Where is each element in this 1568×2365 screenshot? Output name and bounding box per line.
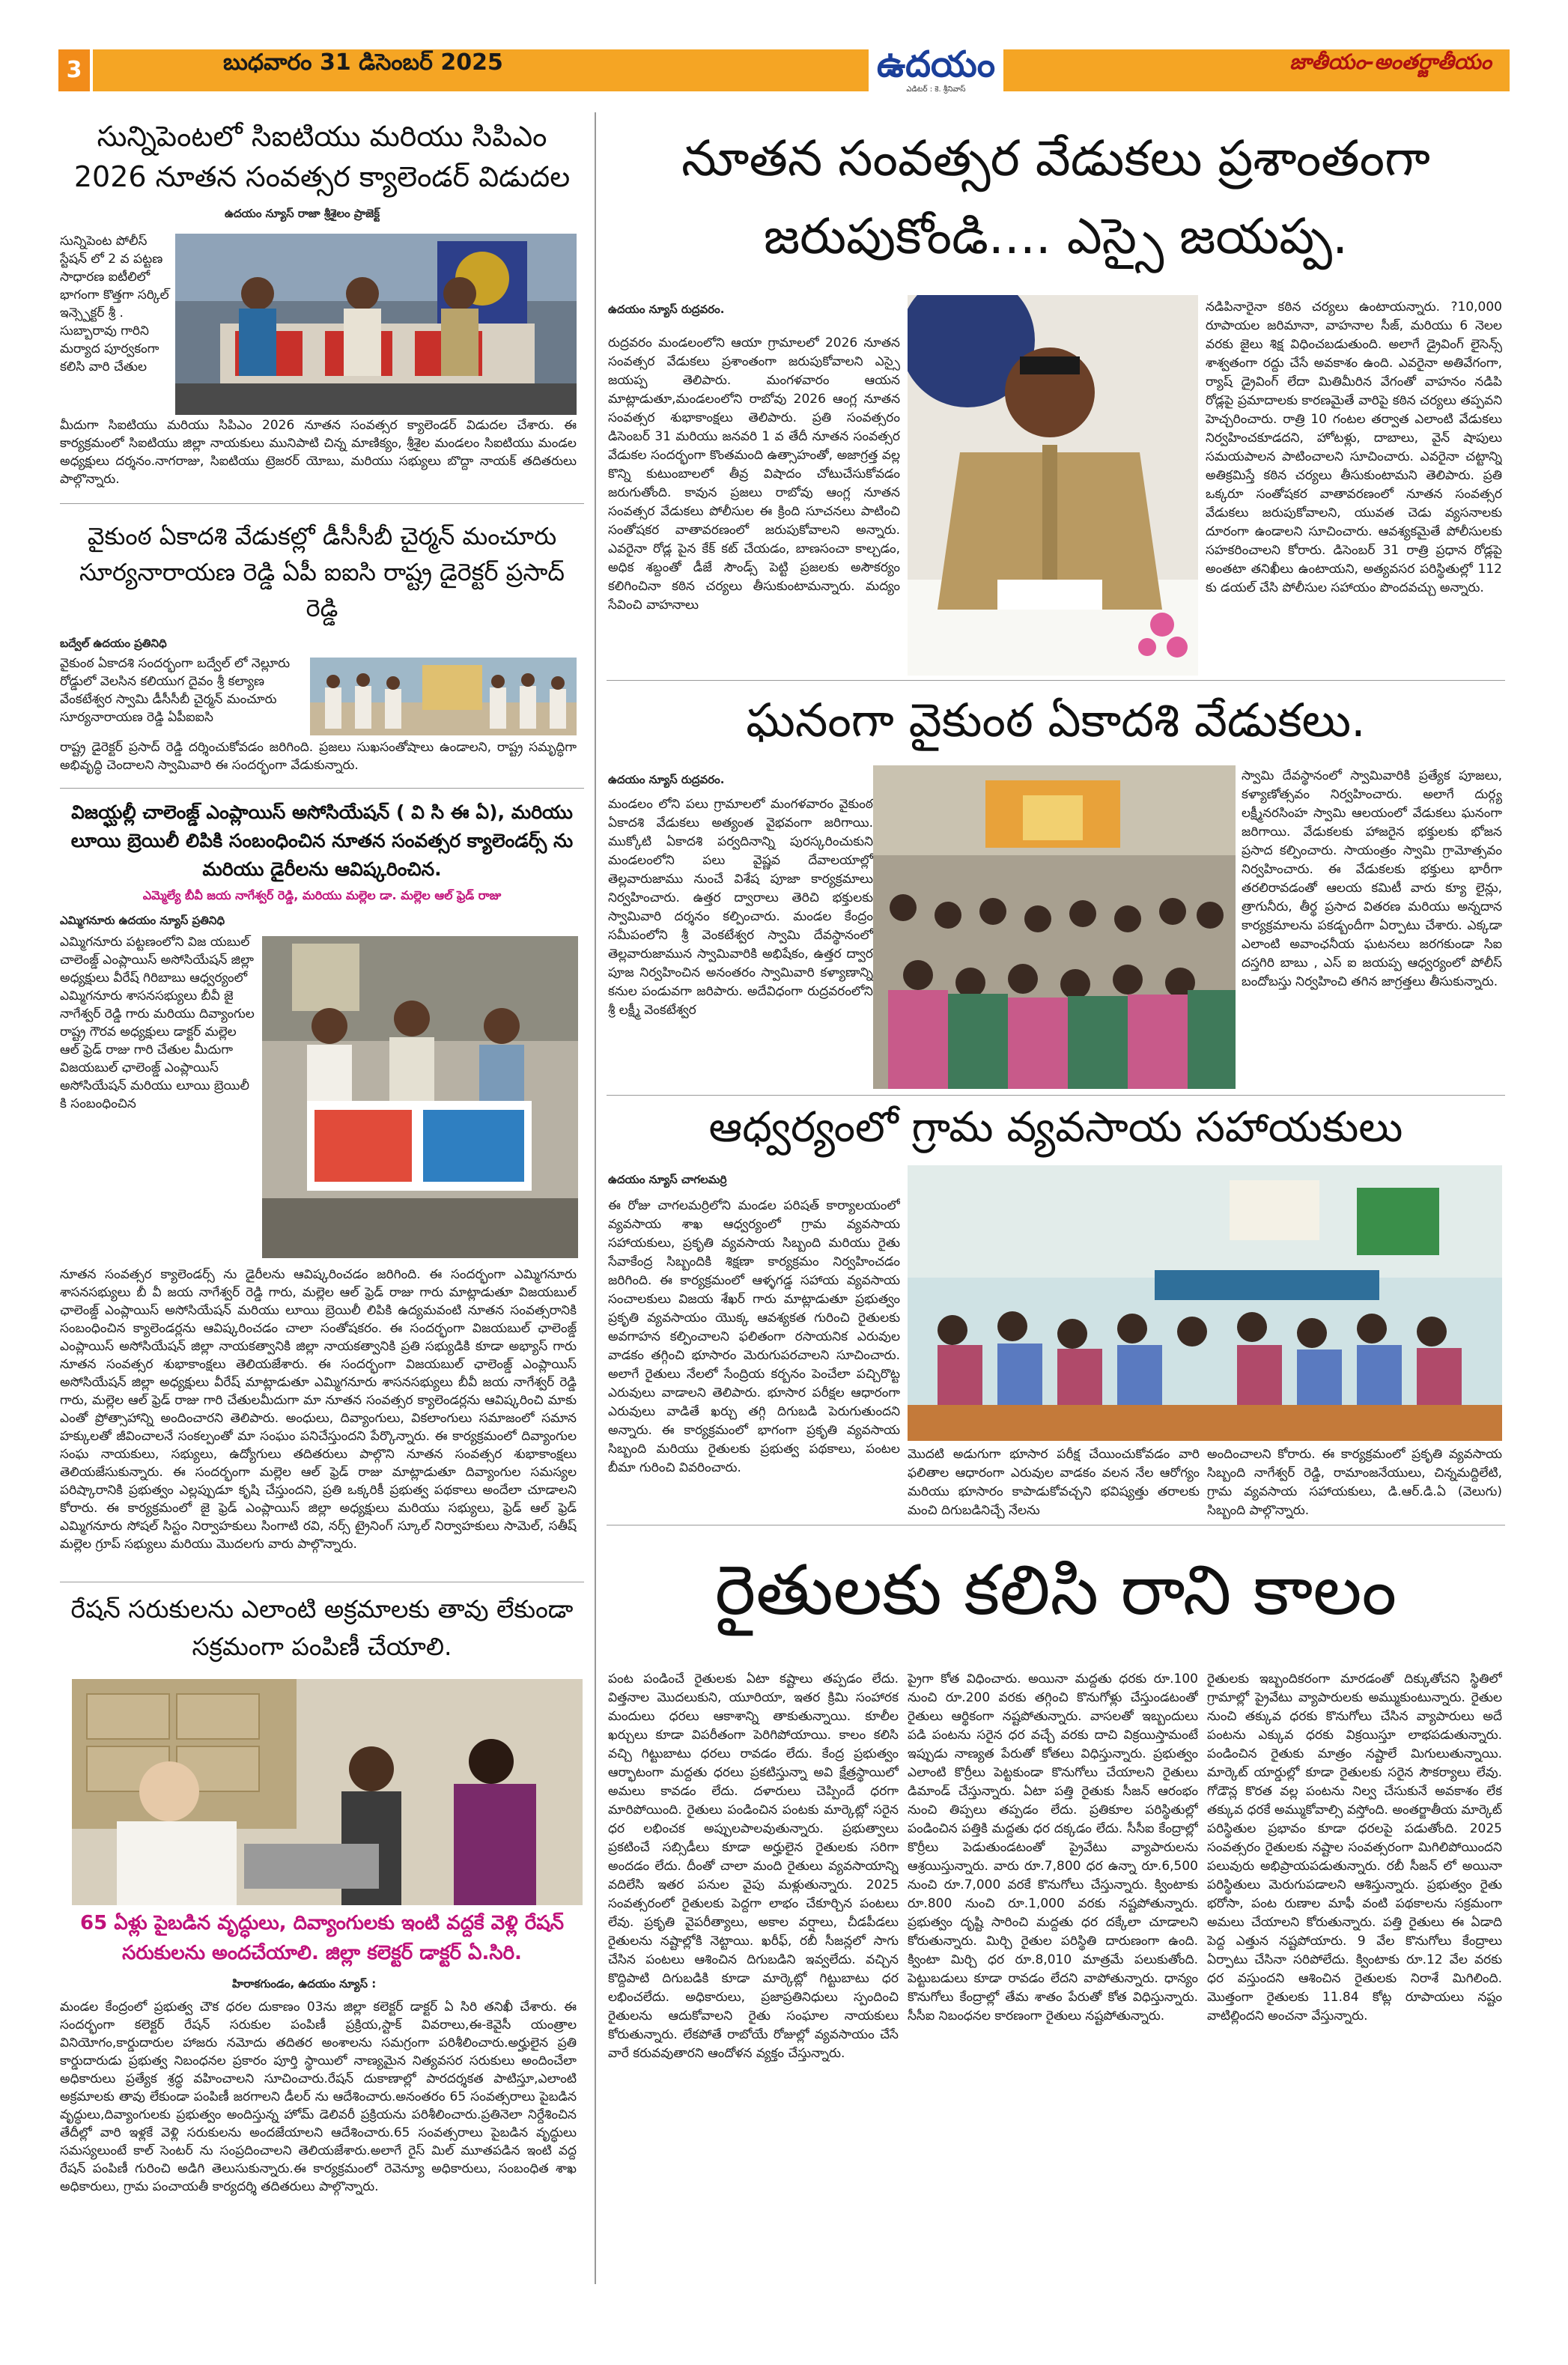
photo-ration-shop-inspection	[72, 1679, 583, 1905]
story-body: నూతన సంవత్సర క్యాలెండర్స్ ను డైరీలను ఆవిష్కరించడం జరిగింది. ఈ సందర్భంగా ఎమ్మిగనూరు శాసనసభ్యులు బీ వీ జయ నాగేశ్వర్ రెడ్డి గారు, మల్లెల ఆల్ ఫ్రెడ్ రాజు గారు మాట్లాడుతూ విజయబుల్ ఛాలెంజ్డ్ ఎంప్లాయిస్ అసోసియేషన్ మరియు లూయి బ్రెయిలీ లిపికి ఉద్యమవంటి నూతన సంవత్సరానికి సంబంధించిన క్యాలెండర్లను ఆవిష్కరించడం చాలా సంతోషకరం. ఈ సందర్భంగా విజయబుల్ ఛాలెంజ్డ్ ఎంప్లాయిస్ అసోసియేషన్ జిల్లా నాయకత్వానికి జిల్లా నాయకత్వానికి ప్రతి సభ్యుడికి కూడా అభ్యాస్ గారు నూతన సంవత్సర శుభాకాంక్షలు తెలియజేశారు. ఈ సందర్భంగా విజయబుల్ ఛాలెంజ్డ్ ఎంప్లాయిస్ అసోసియేషన్ జిల్లా అధ్యక్షులు వీరేష్ మాట్లాడుతూ ఎమ్మిగనూరు శాసనసభ్యులు బీవీ జయ నాగేశ్వర్ రెడ్డి గారు, మల్లెల ఆల్ ఫ్రెడ్ రాజు గారి చేతులమీదుగా మా నూతన సంవత్సర క్యాలెండర్లను ఆవిష్కరించి మాకు ఎంతో ప్రోత్సాహాన్ని అందించారని తెలిపారు. అంధులు, దివ్యాంగులు, వికలాంగులు సమాజంలో సమాన హక్కులతో జీవించాలనే సంకల్పంతో మా సంఘం పనిచేస్తుందని పేర్కొన్నారు. ఈ కార్యక్రమంలో దివ్యాంగుల సంఘ నాయకులు, సభ్యులు, ఉద్యోగులు తదితరులు పాల్గొని నూతన సంవత్సర శుభాకాంక్షలు తెలియజేసుకున్నారు. ఈ సందర్భంగా మల్లెల ఆల్ ఫ్రెడ్ రాజు మాట్లాడుతూ దివ్యాంగుల సమస్యల పరిష్కారానికి ప్రభుత్వం ఎల్లప్పుడూ కృషి చేస్తుందని, ప్రతి ఒక్కరికీ ప్రభుత్వ పథకాలు అందేలా చూడాలని కోరారు. ఈ కార్యక్రమంలో జై ఫ్రెడ్ ఎంప్లాయిస్ జిల్లా అధ్యక్షులు మరియు సభ్యులు, ఫ్రెడ్ ఆల్ ఫ్రెడ్ ఎమ్మిగనూరు సోషల్ సిస్టం నిర్వాహకులు సింగాటి రవి, నర్స్ ట్రైనింగ్ స్కూల్ నిర్వాహకులు సామెల్, సతీష్ మల్లెల గ్రూప్ సభ్యులు మరియు మొదలగు వారు పాల్గొన్నారు.	[60, 1267, 577, 1552]
story-subheadline: ఎమ్మెల్యే బీవీ జయ నాగేశ్వర్ రెడ్డి, మరియు మల్లెల డా. మల్లెల ఆల్ ఫ్రెడ్ రాజు	[142, 888, 502, 902]
headline-citu-calendar: సున్నిపెంటలో సిఐటియు మరియు సిపిఎం 2026 నూతన సంవత్సర క్యాలెండర్ విడుదల	[73, 120, 571, 193]
story-column-1: పంట పండించే రైతులకు ఏటా కష్టాలు తప్పడం లేదు. విత్తనాల మొదలుకుని, యూరియా, ఇతర క్రిమి సంహారక మందులు ధరలు ఆకాశాన్ని తాకుతున్నాయి. కూలీల ఖర్చులు కూడా విపరీతంగా పెరిగిపోయాయి. కాలం కలిసి వచ్చి గిట్టుబాటు ధరలు రావడం లేదు. కేంద్ర ప్రభుత్వం ఆర్భాటంగా మద్దతు ధరలు ప్రకటిస్తున్నా అవి క్షేత్రస్థాయిలో అమలు కావడం లేదు. దళారులు చెప్పిందే ధరగా మారిపోయింది. రైతులు పండించిన పంటకు మార్కెట్లో సరైన ధర లభించక అప్పులపాలవుతున్నారు. ప్రభుత్వాలు ప్రకటించే సబ్సిడీలు కూడా అర్హులైన రైతులకు సరిగా అందడం లేదు. దీంతో చాలా మంది రైతులు వ్యవసాయాన్ని వదిలేసి ఇతర పనుల వైపు మళ్లుతున్నారు. 2025 సంవత్సరంలో రైతులకు పెద్దగా లాభం చేకూర్చిన పంటలు లేవు. ప్రకృతి వైపరీత్యాలు, అకాల వర్షాలు, చీడపీడలు రైతులను నష్టాల్లోకి నెట్టాయి. ఖరీఫ్, రబీ సీజన్లలో సాగు చేసిన పంటలు ఆశించిన దిగుబడిని ఇవ్వలేదు. వచ్చిన కొద్దిపాటి దిగుబడికి కూడా మార్కెట్లో గిట్టుబాటు ధర లభించలేదు. అధికారులు, ప్రజాప్రతినిధులు స్పందించి రైతులను ఆదుకోవాలని రైతు సంఘాల నాయకులు కోరుతున్నారు. లేకపోతే రాబోయే రోజుల్లో వ్యవసాయం చేసే వారే కరువవుతారని ఆందోళన వ్యక్తం చేస్తున్నారు.	[608, 1672, 899, 2061]
story-side-text: వైకుంఠ ఏకాదశి సందర్భంగా బద్వేల్ లో నెల్లూరు రోడ్డులో వెలసిన కలియుగ దైవం శ్రీ కల్యాణ వేంకటేశ్వర స్వామి డీసీసీబీ చైర్మన్ మంచూరు సూర్యనారాయణ రెడ్డి ఏపీఐఐసి	[60, 656, 291, 725]
photo-si-jayappa	[908, 295, 1198, 676]
byline: ఉదయం న్యూస్ రుద్రవరం.	[608, 303, 725, 316]
story-column-2: నడిపినారైనా కఠిన చర్యలు ఉంటాయన్నారు. ?10,000 రూపాయల జరిమానా, వాహనాల సీజ్, మరియు 6 నెలల వరకు జైలు శిక్ష విధించబడుతుంది. అలాగే డ్రైవింగ్ లైసెన్స్ శాశ్వతంగా రద్దు చేసే అవకాశం ఉంది. ఎవరైనా అతివేగంగా, ర్యాష్ డ్రైవింగ్ లేదా మితిమీరిన వేగంతో వాహనం నడిపి రోడ్లపై ప్రమాదాలకు కారణమైతే వారిపై కఠిన చర్యలు తప్పవని హెచ్చరించారు. రాత్రి 10 గంటల తర్వాత ఎలాంటి వేడుకలు నిర్వహించకూడదని, హోటళ్లు, దాబాలు, వైన్ షాపులు సమయపాలన పాటించాలని సూచించారు. ఎవరైనా చట్టాన్ని అతిక్రమిస్తే కఠిన చర్యలు తీసుకుంటామని తెలిపారు. ప్రతి ఒక్కరూ సంతోషకర వాతావరణంలో నూతన సంవత్సర వేడుకలు జరుపుకోవాలని, యువత చెడు వ్యసనాలకు దూరంగా ఉండాలని సూచించారు. ఆవశ్యకమైతే పోలీసులకు సహకరించాలని కోరారు. డిసెంబర్ 31 రాత్రి ప్రధాన రోడ్లపై అంతటా తనిఖీలు ఉంటాయని, అత్యవసర పరిస్థితుల్లో 112 కు డయల్ చేసి పోలీసుల సహాయం పొందవచ్చు అన్నారు.	[1206, 300, 1502, 595]
headline-farmers-bad-season: రైతులకు కలిసి రాని కాలం	[714, 1550, 1397, 1630]
story-column-3: రైతులకు ఇబ్బందికరంగా మారడంతో దిక్కుతోచని స్థితిలో గ్రామాల్లో ప్రైవేటు వ్యాపారులకు అమ్ముకుంటున్నారు. రైతుల నుంచి తక్కువ ధరకు కొనుగోలు చేసిన వ్యాపారులు అదే పంటను ఎక్కువ ధరకు విక్రయిస్తూ లాభపడుతున్నారు. పండించిన రైతుకు మాత్రం నష్టాలే మిగులుతున్నాయి. మార్కెట్ యార్డుల్లో కూడా రైతులకు సరైన సౌకర్యాలు లేవు. గోడౌన్ల కొరత వల్ల పంటను నిల్వ చేసుకునే అవకాశం లేక తక్కువ ధరకే అమ్ముకోవాల్సి వస్తోంది. అంతర్జాతీయ మార్కెట్ పరిస్థితుల ప్రభావం కూడా ధరలపై పడుతోంది. 2025 సంవత్సరం రైతులకు నష్టాల సంవత్సరంగా మిగిలిపోయిందని పలువురు అభిప్రాయపడుతున్నారు. రబీ సీజన్ లో అయినా పరిస్థితులు మెరుగుపడాలని ఆశిస్తున్నారు. ప్రభుత్వం రైతు భరోసా, పంట రుణాల మాఫీ వంటి పథకాలను సక్రమంగా అమలు చేయాలని కోరుతున్నారు. పత్తి రైతులు ఈ ఏడాది పెద్ద ఎత్తున నష్టపోయారు. 9 వేల కొనుగోలు కేంద్రాలు ఏర్పాటు చేసినా సరిపోలేదు. క్వింటాకు రూ.12 వేల వరకు ధర వస్తుందని ఆశించిన రైతులకు నిరాశే మిగిలింది. మొత్తంగా రైతులకు 11.84 కోట్ల రూపాయలు నష్టం వాటిల్లిందని అంచనా వేస్తున్నారు.	[1207, 1672, 1502, 2024]
photo-temple-gathering	[873, 765, 1236, 1089]
story-column-2: మొదటి అడుగుగా భూసార పరీక్ష చేయించుకోవడం వారి ఫలితాల ఆధారంగా ఎరువుల వాడకం వలన నేల ఆరోగ్యం మరియు భూసారం కాపాడుకోవచ్చని భవిష్యత్తు తరాలకు మంచి దిగుబడినిచ్చే నేలను	[908, 1447, 1200, 1518]
story-column-1: రుద్రవరం మండలంలోని ఆయా గ్రామాలలో 2026 నూతన సంవత్సర వేడుకలు ప్రశాంతంగా జరుపుకోవాలని ఎస్సై జయప్ప తెలిపారు. మంగళవారం ఆయన మాట్లాడుతూ,మండలంలోని రాబోవు 2026 ఆంగ్ల నూతన సంవత్సర శుభాకాంక్షలు తెలిపారు. ప్రతి సంవత్సరం డిసెంబర్ 31 మరియు జనవరి 1 వ తేదీ నూతన సంవత్సర వేడుకల సందర్భంగా కొంతమంది ఉత్సాహంతో, అజాగ్రత్త వల్ల కొన్ని కుటుంబాలలో తీవ్ర విషాదం చోటుచేసుకోవడం జరుగుతోంది. కావున ప్రజలు రాబోవు ఆంగ్ల నూతన సంవత్సర వేడుకలు పోలీసుల ఈ క్రింది సూచనలు పాటించి సంతోషకర వాతావరణంలో జరుపుకోవాలని అన్నారు. ఎవరైనా రోడ్ల పైన కేక్ కట్ చేయడం, బాణసంచా కాల్చడం, అధిక శబ్దంతో డీజే సౌండ్స్ పెట్టి ప్రజలకు అసౌకర్యం కలిగించినా కఠిన చర్యలు తీసుకుంటామన్నారు. మద్యం సేవించి వాహనాలు	[608, 336, 900, 613]
photo-calendar-release	[175, 234, 577, 415]
page-number: 3	[58, 49, 90, 91]
story-body: మీదుగా సిఐటియు మరియు సిపిఎం 2026 నూతన సంవత్సర క్యాలెండర్ విడుదల చేశారు. ఈ కార్యక్రమంలో సిఐటియు జిల్లా నాయకులు మునిపాటి చిన్న మాణిక్యం, శ్రీశైల మండలం సిఐటియు మండల అధ్యక్షులు దర్శనం.నాగరాజు, సిఐటియు ట్రెజరర్ యోబు, మరియు సభ్యులు బొద్దా నాయక్ తదితరులు పాల్గొన్నారు.	[60, 418, 577, 487]
column-divider	[595, 112, 596, 2284]
headline-vcea-calendar: విజయ్ఘల్లీ చాలెంజ్డ్ ఎంప్లాయిస్ అసోసియేషన్ ( వి సి ఈ ఏ), మరియు లూయి బ్రెయిలీ లిపికి సంబంధించిన నూతన సంవత్సర క్యాలెండర్స్ ను మరియు డైరీలను ఆవిష్కరించిన.	[70, 801, 574, 880]
headline-ration-distribution: రేషన్ సరుకులను ఎలాంటి అక్రమాలకు తావు లేకుండా సక్రమంగా పంపిణీ చేయాలి.	[70, 1594, 574, 1661]
photo-calendar-release-vcea	[262, 936, 578, 1258]
headline-vaikunta-ekadasi-badvel: వైకుంఠ ఏకాదశి వేడుకల్లో డీసీసీబీ చైర్మన్ మంచూరు సూర్యనారాయణ రెడ్డి ఏపీ ఐఐసి రాష్ట్ర డైరెక్టర్ ప్రసాద్ రెడ్డి	[79, 522, 565, 622]
byline: ఉదయం న్యూస్ చాగలమర్రి	[608, 1173, 727, 1186]
photo-temple-visit	[310, 658, 577, 735]
photo-agri-training	[908, 1165, 1502, 1441]
masthead-bar-left	[93, 49, 869, 91]
issue-date: బుధవారం 31 డిసెంబర్ 2025	[223, 49, 503, 76]
story-side-text: ఎమ్మిగనూరు పట్టణంలోని విజ యబుల్ చాలెంజ్డ్ ఎంప్లాయిస్ అసోసియేషన్ జిల్లా అధ్యక్షులు వీరేష్ గిరిబాబు ఆధ్వర్యంలో ఎమ్మిగనూరు శాసనసభ్యులు బీవీ జై నాగేశ్వర్ రెడ్డి గారు మరియు దివ్యాంగుల రాష్ట్ర గౌరవ అధ్యక్షులు డాక్టర్ మల్లెల ఆల్ ఫ్రెడ్ రాజు గారి చేతుల మీదుగా విజయబుల్ ఛాలెంజ్డ్ ఎంప్లాయిస్ అసోసియేషన్ మరియు లూయి బ్రెయిలీ కి సంబంధించిన	[60, 935, 255, 1111]
story-divider	[60, 503, 584, 504]
story-divider	[60, 788, 584, 789]
newspaper-logo	[870, 43, 1002, 97]
masthead-bar-right	[1003, 49, 1510, 91]
story-divider	[607, 680, 1505, 681]
logo-text: ఉదయం	[876, 43, 996, 85]
byline: బద్వేల్ ఉదయం ప్రతినిధి	[60, 637, 167, 650]
story-column-3: అందించాలని కోరారు. ఈ కార్యక్రమంలో ప్రకృతి వ్యవసాయ సిబ్బంది నాగేశ్వర్ రెడ్డి, రామాంజనేయులు, చిన్నమద్దిలేటి, గ్రామ వ్యవసాయ సహాయకులు, డి.ఆర్.డి.ఏ (వెలుగు) సిబ్బంది పాల్గొన్నారు.	[1207, 1447, 1502, 1518]
headline-vaikunta-ekadasi: ఘనంగా వైకుంఠ ఏకాదశి వేడుకలు.	[746, 693, 1366, 747]
story-column-2: ప్రైగా కోత విధించారు. అయినా మద్దతు ధరకు రూ.100 నుంచి రూ.200 వరకు తగ్గించి కొనుగోళ్లు చేస్తుండటంతో రైతులు ఆర్థికంగా నష్టపోతున్నారు. వాసలతో ఇబ్బందులు పడి పంటను సరైన ధర వచ్చే వరకు దాచి విక్రయిస్తామంటే ఇప్పుడు నాణ్యత పేరుతో కోతలు విధిస్తున్నారు. ప్రభుత్వం ఎలాంటి కొర్రీలు పెట్టకుండా కొనుగోలు చేయాలని రైతులు డిమాండ్ చేస్తున్నారు. ఏటా పత్తి రైతుకు సీజన్ ఆరంభం నుంచి తిప్పలు తప్పడం లేదు. ప్రతికూల పరిస్థితుల్లో పండించిన పత్తికి మద్దతు ధర దక్కడం లేదు. సీసీఐ కేంద్రాల్లో కొర్రీలు పెడుతుండటంతో ప్రైవేటు వ్యాపారులను ఆశ్రయిస్తున్నారు. వారు రూ.7,800 ధర ఉన్నా రూ.6,500 నుంచి రూ.7,000 వరకే కొనుగోలు చేస్తున్నారు. క్వింటాకు రూ.800 నుంచి రూ.1,000 వరకు నష్టపోతున్నారు. ప్రభుత్వం దృష్టి సారించి మద్దతు ధర దక్కేలా చూడాలని కోరుతున్నారు. మిర్చి రైతుల పరిస్థితి దారుణంగా ఉంది. క్వింటా మిర్చి ధర రూ.8,010 మాత్రమే పలుకుతోంది. పెట్టుబడులు కూడా రావడం లేదని వాపోతున్నారు. ధాన్యం కొనుగోలు కేంద్రాల్లో తేమ శాతం పేరుతో కోత విధిస్తున్నారు. సీసీఐ నిబంధనల కారణంగా రైతులు నష్టపోతున్నారు.	[908, 1672, 1198, 2024]
masthead	[58, 43, 1510, 94]
story-body: రాష్ట్ర డైరెక్టర్ ప్రసాద్ రెడ్డి దర్శించుకోవడం జరిగింది. ప్రజలు సుఖసంతోషాలు ఉండాలని, రాష్ట్ర సమృద్ధిగా అభివృద్ధి చెందాలని స్వామివారి ఈ సందర్భంగా వేడుకున్నారు.	[60, 740, 577, 773]
headline-village-agri-assistants: ఆధ్వర్యంలో గ్రామ వ్యవసాయ సహాయకులు	[708, 1103, 1403, 1152]
story-column-2: స్వామి దేవస్థానంలో స్వామివారికి ప్రత్యేక పూజలు, కళ్యాణోత్సవం నిర్వహించారు. అలాగే దుర్గ్య లక్ష్మీనరసింహ స్వామి ఆలయంలో వేడుకలు ఘనంగా జరిగాయి. వేడుకలకు హాజరైన భక్తులకు భోజన ప్రసాద కల్పించారు. సాయంత్రం స్వామి గ్రామోత్సవం నిర్వహించారు. ఈ వేడుకలకు భక్తులు భారీగా తరలిరావడంతో ఆలయ కమిటీ వారు క్యూ లైన్లు, త్రాగునీరు, తీర్థ ప్రసాద వితరణ మరియు అన్నదాన కార్యక్రమాలను పకడ్బందీగా ఏర్పాటు చేశారు. ఎక్కడా ఎలాంటి అవాంఛనీయ ఘటనలు జరగకుండా సిఐ దస్తగిరి బాబు , ఎస్ ఐ జయప్ప ఆధ్వర్యంలో పోలీస్ బందోబస్తు నిర్వహించి తగిన జాగ్రత్తలు తీసుకున్నారు.	[1242, 768, 1502, 989]
story-column-1: మండలం లోని పలు గ్రామాలలో మంగళవారం వైకుంఠ ఏకాదశి వేడుకలు అత్యంత వైభవంగా జరిగాయి. ముక్కోటి ఏకాదశి పర్వదినాన్ని పురస్కరించుకుని మండలంలోని పలు వైష్ణవ దేవాలయాల్లో తెల్లవారుజాము నుంచే విశేష పూజా కార్యక్రమాలు నిర్వహించారు. ఉత్తర ద్వారాలు తెరిచి భక్తులకు స్వామివారి దర్శనం కల్పించారు. మండల కేంద్రం సమీపంలోని శ్రీ వెంకటేశ్వర స్వామి దేవస్థానంలో తెల్లవారుజామున స్వామివారికి అభిషేకం, ఉత్తర ద్వార పూజ నిర్వహించిన అనంతరం స్వామివారి కళ్యాణాన్ని కనుల పండువగా జరిపారు. అదేవిధంగా రుద్రవరంలోని శ్రీ లక్ష్మీ వెంకటేశ్వర	[608, 797, 873, 1018]
byline: ఉదయం న్యూస్ రుద్రవరం.	[608, 773, 725, 786]
story-body: మండల కేంద్రంలో ప్రభుత్వ చౌక ధరల దుకాణం 03ను జిల్లా కలెక్టర్ డాక్టర్ ఏ సిరి తనిఖీ చేశారు. ఈ సందర్భంగా కలెక్టర్ రేషన్ సరుకుల పంపిణీ ప్రక్రియ,స్టాక్ వివరాలు,ఈ-కెవైసీ యంత్రాల వినియోగం,కార్డుదారుల హాజరు నమోదు తదితర అంశాలను సమగ్రంగా పరిశీలించారు.అర్హులైన ప్రతి కార్డుదారుడు ప్రభుత్వ నిబంధనల ప్రకారం పూర్తి స్థాయిలో నాణ్యమైన నిత్యవసర సరుకులు అందించేలా అధికారులు ప్రత్యేక శ్రద్ధ వహించాలని సూచించారు.రేషన్ దుకాణాల్లో పారదర్శకత పాటిస్తూ,ఎలాంటి అక్రమాలకు తావు లేకుండా పంపిణీ జరగాలని డీలర్ ను ఆదేశించారు.అనంతరం 65 సంవత్సరాలు పైబడిన వృద్ధులు,దివ్యాంగులకు ప్రభుత్వం అందిస్తున్న హోమ్ డెలివరీ ప్రక్రియను పరిశీలించారు.ప్రతినెలా నిర్దేశించిన తేదీల్లో వారి ఇళ్లకే వెళ్లి సరుకులను అందజేయాలని ఆదేశించారు.65 సంవత్సరాలు పైబడిన వృద్ధులు సమస్యలుంటే కాల్ సెంటర్ ను సంప్రదించాలని తెలియజేశారు.అలాగే రైస్ మిల్ మూతపడిన ఇంటి వద్ద రేషన్ పంపిణీ గురించి అడిగి తెలుసుకున్నారు.ఈ కార్యక్రమంలో రెవెన్యూ అధికారులు, సంబంధిత శాఖ అధికారులు, గ్రామ పంచాయతీ కార్యదర్శి తదితరులు పాల్గొన్నారు.	[60, 2000, 577, 2194]
story-column-1: ఈ రోజు చాగలమర్రిలోని మండల పరిషత్ కార్యాలయంలో వ్యవసాయ శాఖ ఆధ్వర్యంలో గ్రామ వ్యవసాయ సహాయకులు, ప్రకృతి వ్యవసాయ సిబ్బంది మరియు రైతు సేవాకేంద్ర సిబ్బందికి శిక్షణా కార్యక్రమం నిర్వహించడం జరిగింది. ఈ కార్యక్రమంలో ఆళ్ళగడ్డ సహాయ వ్యవసాయ సంచాలకులు విజయ శేఖర్ గారు మాట్లాడుతూ ప్రభుత్వం ప్రకృతి వ్యవసాయం యొక్క ఆవశ్యకత గురించి రైతులకు అవగాహన కల్పించాలని ఫలితంగా రసాయనిక ఎరువుల వాడకం తగ్గించి భూసారం మెరుగుపరచాలని సూచించారు. అలాగే రైతులు నేలలో సేంద్రియ కర్బనం పెంచేలా పచ్చిరొట్ట ఎరువులు వాడాలని తెలిపారు. భూసార పరీక్షల ఆధారంగా ఎరువులు వాడితే ఖర్చు తగ్గి దిగుబడి పెరుగుతుందని అన్నారు. ఈ కార్యక్రమంలో భాగంగా ప్రకృతి వ్యవసాయ సిబ్బంది మరియు రైతులకు ప్రభుత్వ పథకాలు, పంటల బీమా గురించి వివరించారు.	[608, 1198, 900, 1475]
story-side-text: సున్నిపెంట పోలీస్ స్టేషన్ లో 2 వ పట్టణ సాధారణ ఐటీలిలో భాగంగా కొత్తగా సర్కిల్ ఇన్స్పెక్టర్ శ్రీ . సుబ్బారావు గారిని మర్యాద పూర్వకంగా కలిసి వారి చేతుల	[60, 234, 169, 374]
logo-tagline: ఎడిటర్ : కె. శ్రీనివాస్	[906, 85, 966, 94]
section-label: జాతీయం-అంతర్జాతీయం	[1289, 49, 1492, 74]
photo-caption: 65 ఏళ్లు పైబడిన వృద్ధులు, దివ్యాంగులకు ఇంటి వద్దకే వెళ్లి రేషన్ సరుకులను అందచేయాలి. జిల్లా కలెక్టర్ డాక్టర్ ఏ.సిరి.	[80, 1912, 564, 1964]
byline: హిరాకగుండం, ఉదయం న్యూస్ :	[232, 1977, 377, 1991]
byline: ఉదయం న్యూస్ రాజా శ్రీశైలం ప్రాజెక్ట్	[225, 207, 380, 220]
story-divider	[607, 1095, 1505, 1096]
byline: ఎమ్మిగనూరు ఉదయం న్యూస్ ప్రతినిధి	[60, 914, 225, 927]
headline-new-year-si-jayappa: నూతన సంవత్సర వేడుకలు ప్రశాంతంగా జరుపుకోండి.... ఎస్సై జయప్ప.	[681, 130, 1430, 265]
